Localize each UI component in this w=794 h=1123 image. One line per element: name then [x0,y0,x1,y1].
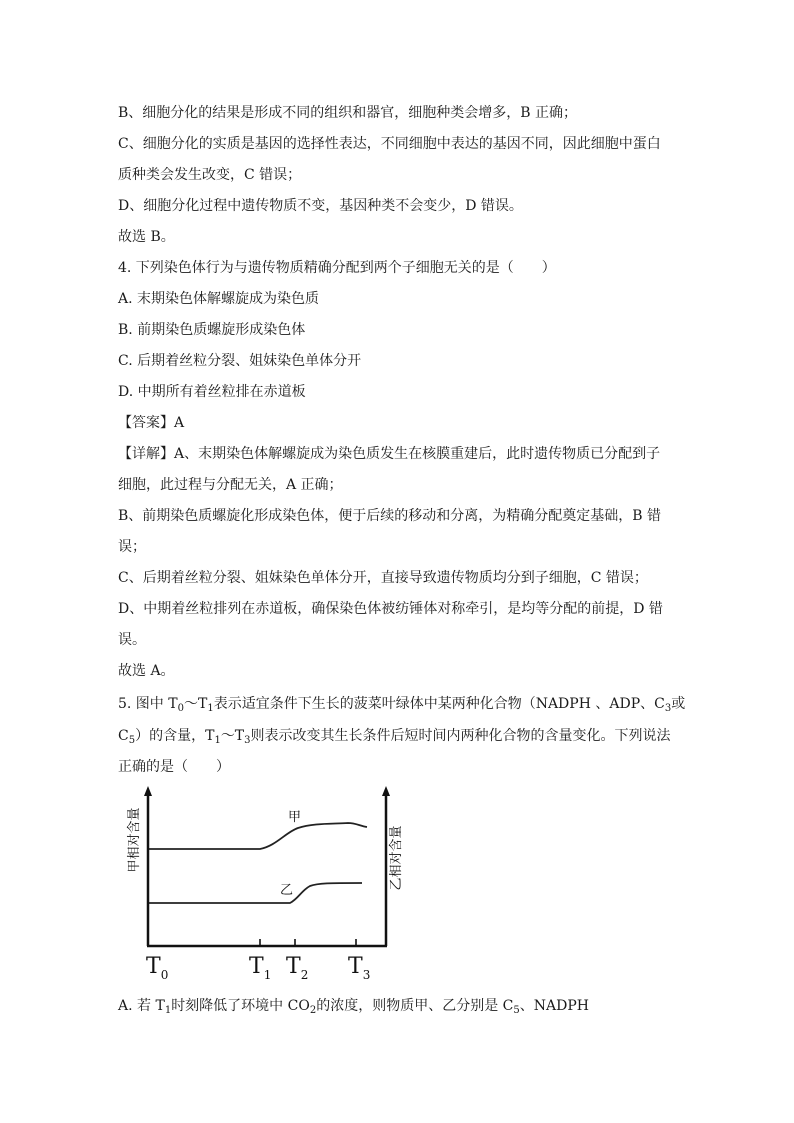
explanation-line: 误。 [118,632,146,648]
tick-label-t3: $T_3$ [348,954,371,982]
left-axis-label: 甲相对含量 [127,807,142,873]
question-4-option-b: B. 前期染色质螺旋形成染色体 [118,322,306,338]
explanation-line: 细胞，此过程与分配无关，A 正确； [118,477,343,493]
explanation-line: D、中期着丝粒排列在赤道板，确保染色体被纺锤体对称牵引，是均等分配的前提，D 错 [118,601,663,617]
explanation-line: 【详解】A、末期染色体解螺旋成为染色质发生在核膜重建后，此时遗传物质已分配到子 [118,446,661,462]
question-4-option-a: A. 末期染色体解螺旋成为染色质 [118,291,320,307]
curve-jia-label: 甲 [288,810,302,825]
content-graph [118,782,408,987]
answer-c-line: C、细胞分化的实质是基因的选择性表达，不同细胞中表达的基因不同，因此细胞中蛋白 [118,136,661,152]
answer-c-line-cont: 质种类会发生改变，C 错误； [118,167,302,183]
right-axis-arrow-icon [382,786,390,796]
tick-label-t2: $T_2$ [286,954,309,982]
conclusion-line: 故选 A。 [118,663,175,679]
question-4-stem: 4. 下列染色体行为与遗传物质精确分配到两个子细胞无关的是（ ） [118,260,556,276]
answer-b-line: B、细胞分化的结果是形成不同的组织和器官，细胞种类会增多，B 正确； [118,105,578,121]
conclusion-line: 故选 B。 [118,229,175,245]
answer-label: 【答案】A [118,415,185,431]
curve-yi-label: 乙 [280,883,294,898]
question-5-option-a: A. 若 $T_1$时刻降低了环境中 $CO_2$的浓度，则物质甲、乙分别是 $C_5$、NADPH [118,998,589,1016]
question-4-option-d: D. 中期所有着丝粒排在赤道板 [118,384,306,400]
explanation-line: C、后期着丝粒分裂、姐妹染色单体分开，直接导致遗传物质均分到子细胞，C 错误； [118,570,648,586]
right-axis-label: 乙相对含量 [389,825,404,891]
question-5-stem-line-3: 正确的是（ ） [118,759,230,775]
explanation-line: 误； [118,539,146,555]
explanation-line: B、前期染色质螺旋化形成染色体，便于后续的移动和分离，为精确分配奠定基础，B 错 [118,508,662,524]
tick-label-t1: $T_1$ [249,954,272,982]
left-axis-arrow-icon [144,786,152,796]
answer-d-line: D、细胞分化过程中遗传物质不变，基因种类不会变少，D 错误。 [118,198,523,214]
question-5-stem-line-1: 5. 图中 $T_0\sim T_1$表示适宜条件下生长的菠菜叶绿体中某两种化合物（NADPH 、ADP、$C_3$或 [118,696,686,714]
curve-jia [149,823,367,849]
tick-label-t0: $T_0$ [146,954,169,982]
curve-yi [149,883,362,903]
question-5-stem-line-2: $C_5$）的含量，$T_1\sim T_3$则表示改变其生长条件后短时间内两种化合物的含量变化。下列说法 [118,728,671,746]
question-4-option-c: C. 后期着丝粒分裂、姐妹染色单体分开 [118,353,362,369]
